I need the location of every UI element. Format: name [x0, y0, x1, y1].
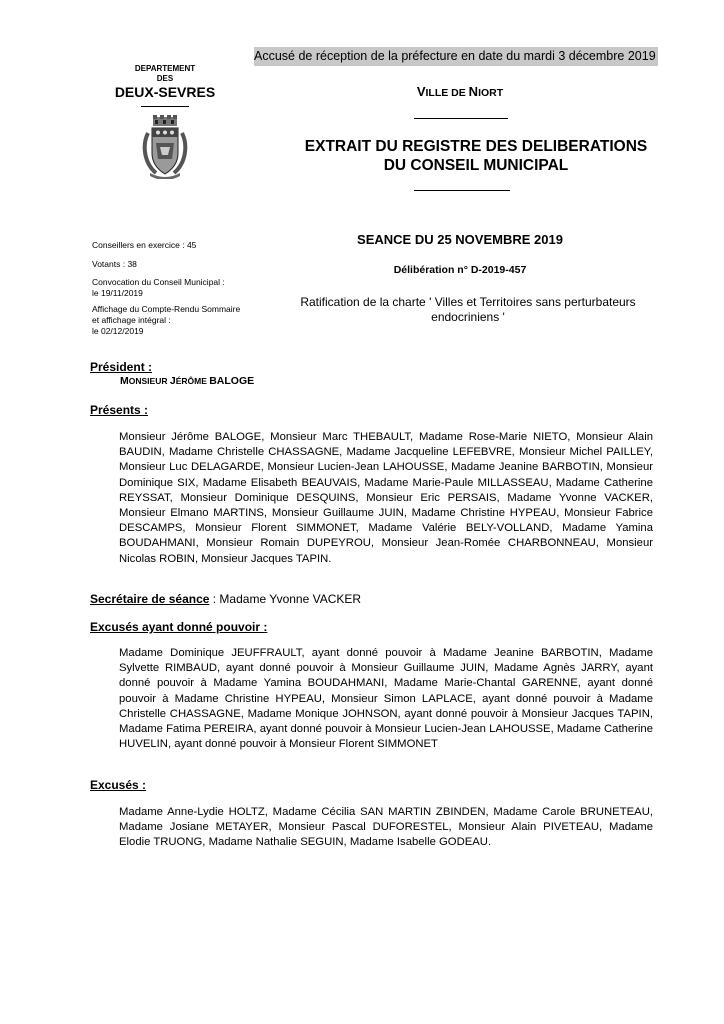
- presents-list: Monsieur Jérôme BALOGE, Monsieur Marc THEBAULT, Madame Rose-Marie NIETO, Monsieur Alain BAUDIN, Madame Christelle CHASSAGNE, Madame Jacqueline LEFEBVRE, Monsieur Michel PAILLEY, Monsieur Luc DELAGARDE, Monsieur Lucien-Jean LAHOUSSE, Madame Jeanine BARBOTIN, Monsieur Dominique SIX, Madame Elisabeth BEAUVAIS, Madame Marie-Paule MILLASSEAU, Madame Catherine REYSSAT, Monsieur Dominique DESQUINS, Monsieur Eric PERSAIS, Madame Yvonne VACKER, Monsieur Elmano MARTINS, Monsieur Guillaume JUIN, Madame Christine HYPEAU, Monsieur Fabrice DESCAMPS, Monsieur Florent SIMMONET, Madame Valérie BELY-VOLLAND, Madame Yamina BOUDAHMANI, Monsieur Romain DUPEYROU, Monsieur Jean-Romée CHARBONNEAU, Monsieur Nicolas ROBIN, Monsieur Jacques TAPIN.: [119, 431, 653, 565]
- excuses-pouvoir-heading: Excusés ayant donné pouvoir :: [90, 620, 268, 634]
- conseillers-count: Conseillers en exercice : 45: [92, 240, 197, 250]
- document-title: EXTRAIT DU REGISTRE DES DELIBERATIONS DU CONSEIL MUNICIPAL: [304, 138, 648, 174]
- department-divider: [141, 106, 189, 107]
- department-block: [100, 64, 230, 179]
- coat-of-arms-icon: [142, 115, 188, 179]
- secretaire-line: [90, 592, 361, 607]
- department-name: DEUX-SEVRES: [114, 84, 216, 100]
- president-name: MONSIEUR JÉRÔME BALOGE: [120, 375, 255, 387]
- secretaire-value: : Madame Yvonne VACKER: [209, 592, 362, 606]
- deliberation-subject: Ratification de la charte ' Villes et Territoires sans perturbateurs endocriniens ': [300, 295, 636, 324]
- affichage-info: Affichage du Compte-Rendu Sommaire et affichage intégral : le 02/12/2019: [92, 304, 241, 336]
- header-divider: [414, 118, 508, 119]
- excuses-heading: Excusés :: [90, 778, 147, 792]
- city-name: VILLE DE NIORT: [416, 84, 504, 99]
- seance-date: SEANCE DU 25 NOVEMBRE 2019: [357, 232, 563, 247]
- presents-heading: Présents :: [90, 403, 149, 417]
- excuses-pouvoir-list: Madame Dominique JEUFFRAULT, ayant donné pouvoir à Madame Jeanine BARBOTIN, Madame Sylvette RIMBAUD, ayant donné pouvoir à Monsieur Guillaume JUIN, Madame Agnès JARRY, ayant donné pouvoir à Madame Yamina BOUDAHMANI, Madame Marie-Chantal GARENNE, ayant donné pouvoir à Madame Christine HYPEAU, Monsieur Simon LAPLACE, ayant donné pouvoir à Madame Christelle CHASSAGNE, Madame Monique JOHNSON, ayant donné pouvoir à Monsieur Jacques TAPIN, Madame Fatima PEREIRA, ayant donné pouvoir à Monsieur Lucien-Jean LAHOUSSE, Madame Catherine HUVELIN, ayant donné pouvoir à Monsieur Florent SIMMONET: [119, 647, 653, 751]
- secretaire-label: Secrétaire de séance: [90, 592, 210, 606]
- department-des: DES: [156, 74, 174, 83]
- convocation-info: Convocation du Conseil Municipal : le 19/11/2019: [92, 277, 225, 298]
- deliberation-number: Délibération n° D-2019-457: [393, 264, 527, 276]
- votants-count: Votants : 38: [92, 259, 137, 269]
- president-heading: Président :: [90, 360, 153, 374]
- department-label: DEPARTEMENT: [134, 64, 196, 73]
- reception-stamp: Accusé de réception de la préfecture en date du mardi 3 décembre 2019: [254, 47, 658, 66]
- excuses-list: Madame Anne-Lydie HOLTZ, Madame Cécilia SAN MARTIN ZBINDEN, Madame Carole BRUNETEAU, Madame Josiane METAYER, Monsieur Pascal DUFORESTEL, Monsieur Alain PIVETEAU, Madame Elodie TRUONG, Madame Nathalie SEGUIN, Madame Isabelle GODEAU.: [119, 806, 653, 849]
- title-divider: [414, 190, 510, 191]
